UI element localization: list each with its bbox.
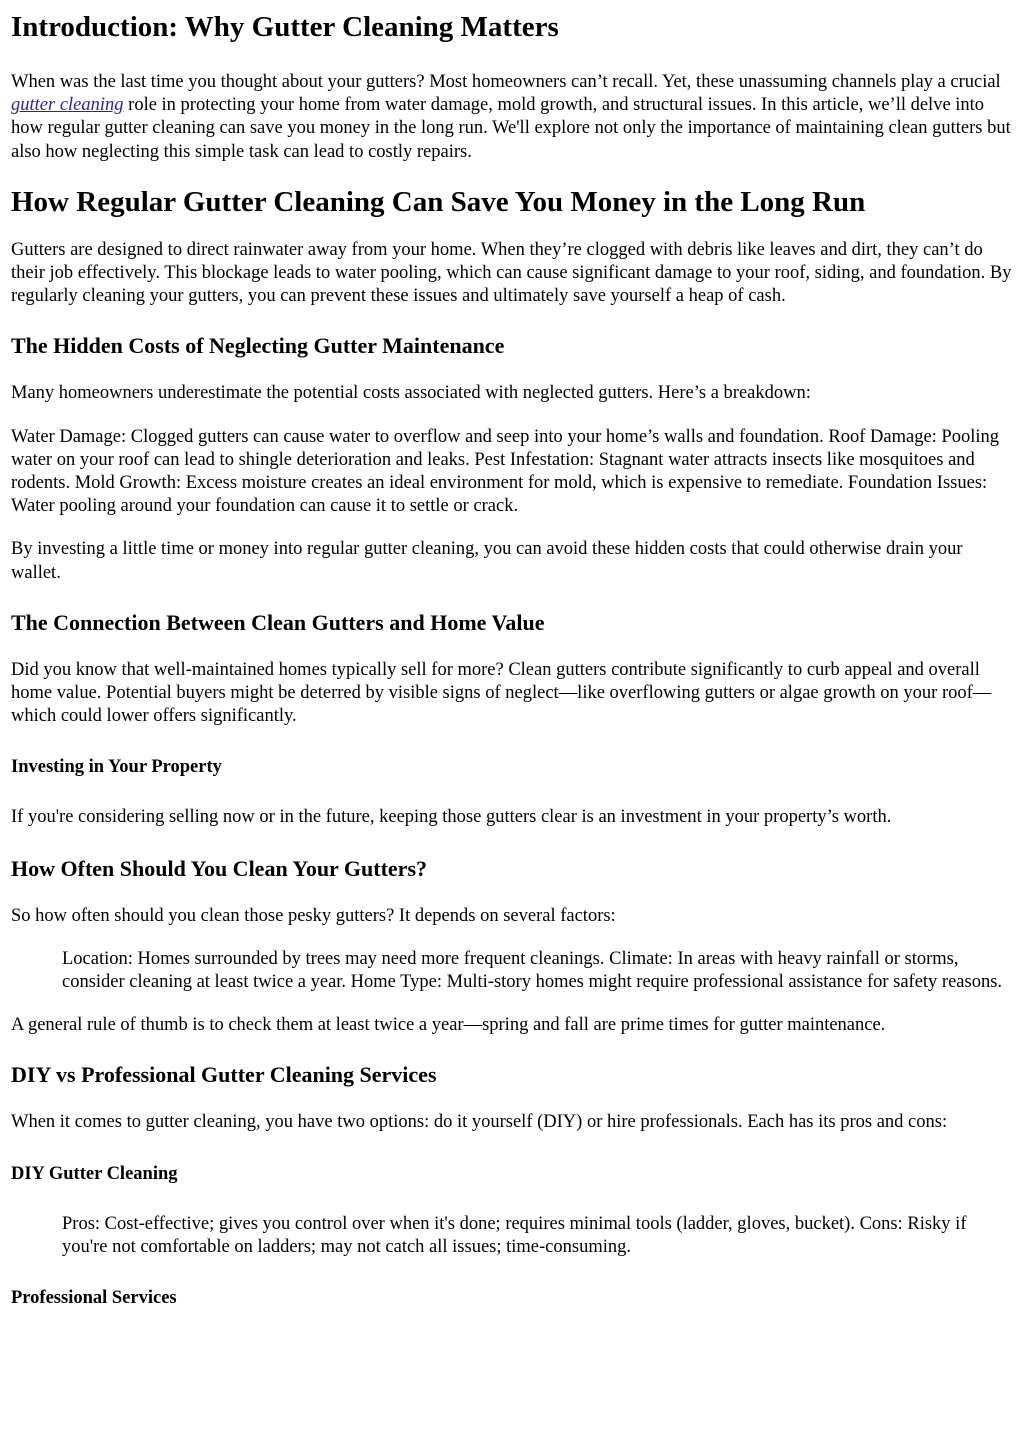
intro-text-after-link: role in protecting your home from water damage, mold growth, and structural issues. In this article, we’ll delve into how regular gutter cleaning can save you money in the long run. We'll explore not only the importance of maintaining clean gutters but also how neglecting this simple task can lead to costly repairs. [11, 95, 1011, 162]
intro-text-before-link: When was the last time you thought about your gutters? Most homeowners can’t recall. Yet, these unassuming channels play a crucial [11, 72, 1001, 92]
hidden-costs-conclusion: By investing a little time or money into regular gutter cleaning, you can avoid these hidden costs that could otherwise drain your wallet. [11, 539, 963, 583]
gutter-cleaning-link[interactable]: gutter cleaning [11, 95, 124, 116]
main-heading: How Regular Gutter Cleaning Can Save You Money in the Long Run [11, 185, 866, 218]
home-value-heading: The Connection Between Clean Gutters and Home Value [11, 609, 545, 635]
investing-paragraph: If you're considering selling now or in the future, keeping those gutters clear is an investment in your property’s worth. [11, 807, 892, 828]
pro-heading: Professional Services [11, 1288, 177, 1309]
diy-heading: DIY Gutter Cleaning [11, 1163, 178, 1184]
hidden-costs-intro: Many homeowners underestimate the potential costs associated with neglected gutters. Here’s a breakdown: [11, 383, 811, 404]
frequency-list: Location: Homes surrounded by trees may need more frequent cleanings. Climate: In areas with heavy rainfall or storms, consider cleaning at least twice a year. Home Type: Multi-story homes might require professional assistance for safety reasons. [62, 948, 1003, 993]
hidden-costs-list: Water Damage: Clogged gutters can cause water to overflow and seep into your home’s walls and foundation. Roof Damage: Pooling water on your roof can lead to shingle deterioration and leaks. Pest Infestation: Stagnant water attracts insects like mosquitoes and rodents. Mold Growth: Excess moisture creates an ideal environment for mold, which is expensive to remediate. Foundation Issues: Water pooling around your foundation can cause it to settle or crack. [11, 426, 999, 517]
investing-heading: Investing in Your Property [11, 757, 222, 778]
frequency-intro: So how often should you clean those pesky gutters? It depends on several factors: [11, 905, 616, 926]
diy-vs-pro-heading: DIY vs Professional Gutter Cleaning Services [11, 1062, 437, 1088]
main-paragraph: Gutters are designed to direct rainwater away from your home. When they’re clogged with debris like leaves and dirt, they can’t do their job effectively. This blockage leads to water pooling, which can cause significant damage to your roof, siding, and foundation. By regularly cleaning your gutters, you can prevent these issues and ultimately save yourself a heap of cash. [11, 239, 1012, 307]
hidden-costs-heading: The Hidden Costs of Neglecting Gutter Maintenance [11, 333, 505, 359]
frequency-conclusion: A general rule of thumb is to check them at least twice a year—spring and fall are prime times for gutter maintenance. [11, 1015, 886, 1036]
home-value-paragraph: Did you know that well-maintained homes typically sell for more? Clean gutters contribute significantly to curb appeal and overall home value. Potential buyers might be deterred by visible signs of neglect—like overflowing gutters or algae growth on your roof—which could lower offers significantly. [11, 659, 992, 727]
intro-heading: Introduction: Why Gutter Cleaning Matters [11, 11, 559, 43]
frequency-heading: How Often Should You Clean Your Gutters? [11, 855, 428, 881]
diy-list: Pros: Cost-effective; gives you control over when it's done; requires minimal tools (ladder, gloves, bucket). Cons: Risky if you're not comfortable on ladders; may not catch all issues; time-consuming. [62, 1213, 967, 1257]
intro-paragraph [11, 71, 1012, 164]
diy-vs-pro-paragraph: When it comes to gutter cleaning, you have two options: do it yourself (DIY) or hire professionals. Each has its pros and cons: [11, 1112, 948, 1133]
